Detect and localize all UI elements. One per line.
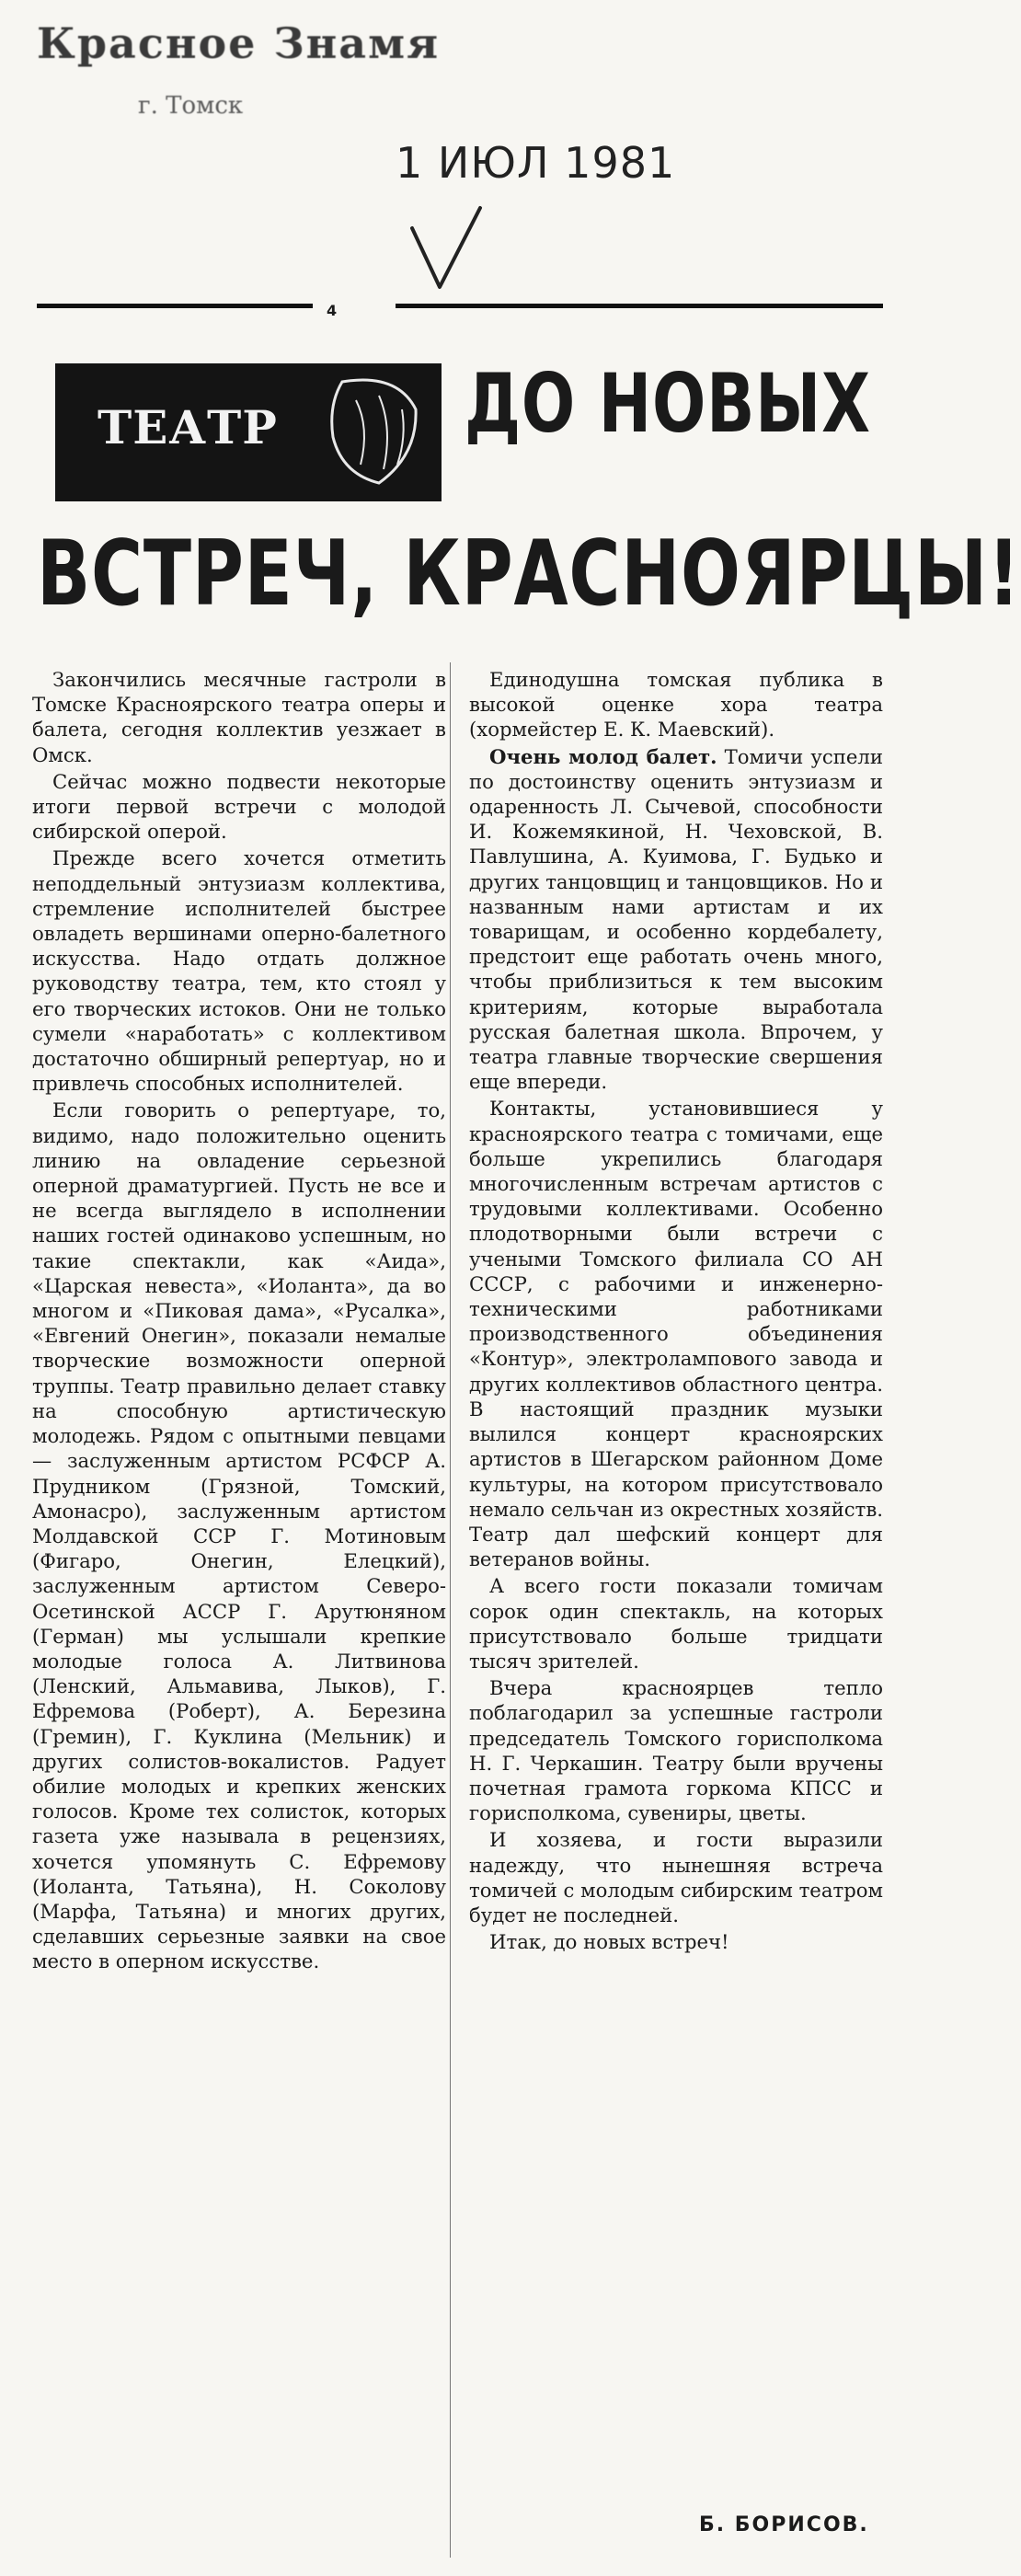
- paragraph: Сейчас можно подвести некоторые итоги первой встречи с молодой сибирской оперой.: [32, 769, 446, 844]
- paragraph: Единодушна томская публика в высокой оценке хора театра (хормейстер Е. К. Маевский).: [469, 668, 883, 742]
- page-number: 4: [327, 302, 338, 319]
- paragraph: Вчера красноярцев тепло поблагодарил за успешные гастроли председатель Томского горисполкома Н. Г. Черкашин. Театру были вручены почетная грамота горкома КПСС и горисполкома, сувениры, цветы.: [469, 1676, 883, 1825]
- paragraph: И хозяева, и гости выразили надежду, что нынешняя встреча томичей с молодым сибирским театром будет не последней.: [469, 1828, 883, 1926]
- rubric-banner: [55, 363, 442, 501]
- top-rule: [37, 304, 883, 315]
- headline-line-2: ВСТРЕЧ, КРАСНОЯРЦЫ!: [37, 522, 1021, 627]
- rubric-label: ТЕАТР: [92, 400, 283, 454]
- column-divider: [450, 662, 451, 2558]
- paragraph: Контакты, установившиеся у красноярского театра с томичами, еще больше укрепились благодаря многочисленным встречам артистов с трудовыми коллективами. Особенно плодотворными были встречи с учеными Томского филиала СО АН СССР, с рабочими и инженерно-техническими работниками производственного объединения «Контур», электролампового завода и других коллективов областного центра. В настоящий праздник музыки вылился концерт красноярских артистов в Шегарском районном Доме культуры, на котором присутствовало немало сельчан из окрестных хозяйств. Театр дал шефский концерт для ветеранов войны.: [469, 1097, 883, 1571]
- stamp-city: г. Томск: [138, 92, 244, 120]
- headline-line-1: ДО НОВЫХ: [465, 356, 871, 451]
- newspaper-stamp: [37, 18, 460, 120]
- author-signature: Б. БОРИСОВ.: [699, 2513, 869, 2536]
- paragraph-body: Томичи успели по достоинству оценить энтузиазм и одаренность Л. Сычевой, способности И. Кожемякиной, Н. Чеховской, В. Павлушина, А. Куимова, Г. Будько и других танцовщиц и танцовщиков. Но и названным нами артистам и их товарищам, и особенно кордебалету, предстоит еще работать очень много, чтобы приблизиться к тем высоким критериям, которые выработала русская балетная школа. Впрочем, у театра главные творческие свершения еще впереди.: [469, 744, 883, 1094]
- paragraph: Если говорить о репертуаре, то, видимо, надо положительно оценить линию на овладение серьезной оперной драматургией. Пусть не все и не всегда выглядело в исполнении наших гостей одинаково успешным, но такие спектакли, как «Аида», «Царская невеста», «Иоланта», да во многом и «Пиковая дама», «Русалка», «Евгений Онегин», показали немалые творческие возможности оперной труппы. Театр правильно делает ставку на способную артистическую молодежь. Рядом с опытными певцами — заслуженным артистом РСФСР А. Прудником (Грязной, Томский, Амонасро), заслуженным артистом Молдавской ССР Г. Мотиновым (Фигаро, Онегин, Елецкий), заслуженным артистом Северо-Осетинской АССР Г. Арутюняном (Герман) мы услышали крепкие молодые голоса А. Литвинова (Ленский, Альмавива, Лыков), Г. Ефремова (Роберт), А. Березина (Гремин), Г. Куклина (Мельник) и других солистов-вокалистов. Радует обилие молодых и крепких женских голосов. Кроме тех солисток, которых газета уже называла в рецензиях, хочется упомянуть С. Ефремову (Иоланта, Татьяна), Н. Соколову (Марфа, Татьяна) и многих других, сделавших серьезные заявки на свое место в оперном искусстве.: [32, 1098, 446, 1973]
- stamp-date: 1 ИЮЛ 1981: [396, 138, 676, 188]
- lead-words: Очень молод балет.: [489, 744, 717, 768]
- paragraph: Прежде всего хочется отметить неподдельный энтузиазм коллектива, стремление исполнителей быстрее овладеть вершинами оперно-балетного искусства. Надо отдать должное руководству театра, тем, кто стоял у его творческих истоков. Они не только сумели «наработать» с коллективом достаточно обширный репертуар, но и привлечь способных исполнителей.: [32, 846, 446, 1096]
- paragraph-lead: [469, 744, 883, 1095]
- paragraph: Закончились месячные гастроли в Томске Красноярского театра оперы и балета, сегодня коллектив уезжает в Омск.: [32, 668, 446, 766]
- checkmark-icon: [405, 202, 488, 294]
- article-column-left: [32, 667, 446, 1976]
- closing-line: Итак, до новых встреч!: [489, 1930, 729, 1954]
- paragraph: А всего гости показали томичам сорок один спектакль, на которых присутствовало больше тридцати тысяч зрителей.: [469, 1574, 883, 1673]
- article-column-right: [469, 667, 883, 1956]
- stamp-newspaper-title: Красное Знамя: [37, 18, 441, 68]
- theatre-mask-icon: [315, 373, 425, 492]
